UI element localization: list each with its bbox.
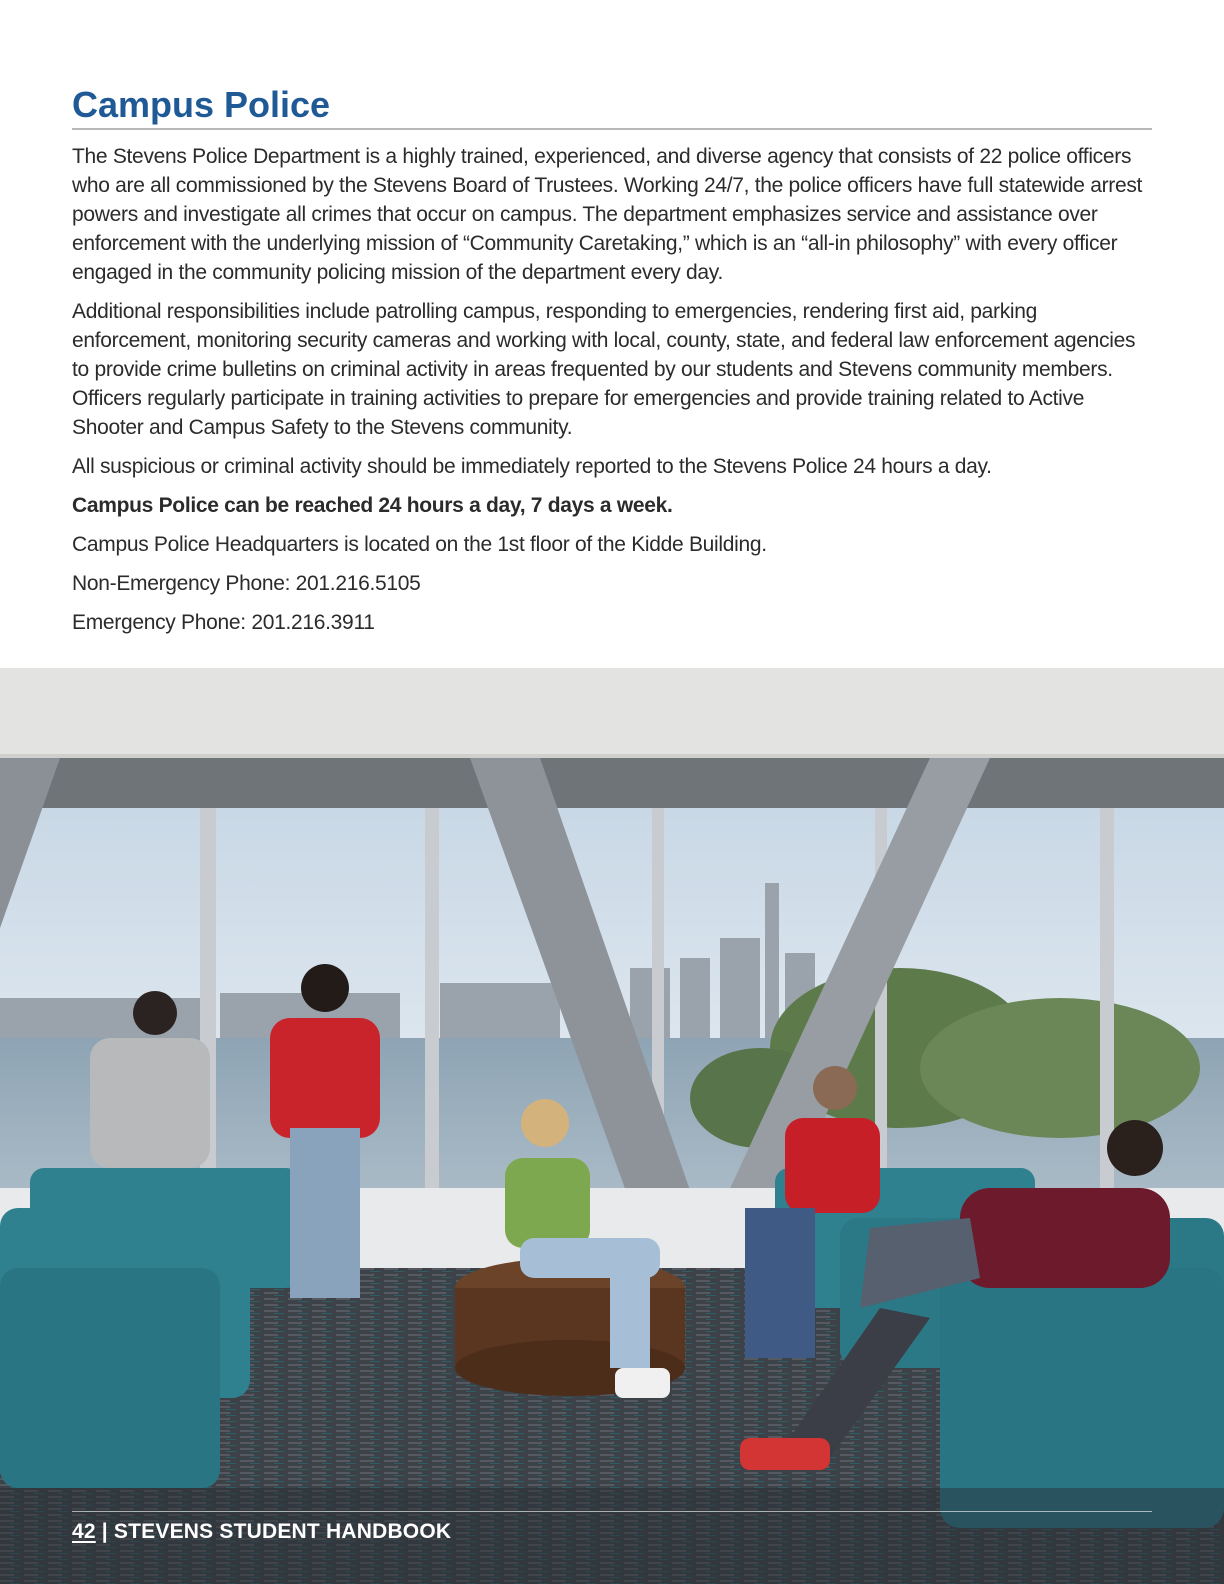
reporting-paragraph: All suspicious or criminal activity should be immediately reported to the Stevens Police 24 hours a day. (72, 455, 992, 478)
intro-paragraph: The Stevens Police Department is a highly trained, experienced, and diverse agency that consists of 22 police officers who are all commissioned by the Stevens Board of Trustees. Working 24/7, the police officers have full statewide arrest powers and investigate all crimes that occur on campus. The department emphasizes service and assistance over enforcement with the underlying mission of “Community Caretaking,” which is an “all-in philosophy” with every officer engaged in the community policing mission of the department every day. (72, 145, 1143, 284)
emergency-phone: Emergency Phone: 201.216.3911 (72, 611, 375, 634)
main-content (72, 82, 1152, 647)
lounge-photo (0, 668, 1224, 1584)
page-number: 42 (72, 1520, 96, 1543)
footer-separator: | (95, 1520, 114, 1543)
responsibilities-paragraph: Additional responsibilities include patrolling campus, responding to emergencies, rendering first aid, parking enforcement, monitoring security cameras and working with local, county, state, and federal law enforcement agencies to provide crime bulletins on criminal activity in areas frequented by our students and Stevens community members. Officers regularly participate in training activities to prepare for emergencies and provide training related to Active Shooter and Campus Safety to the Stevens community. (72, 300, 1136, 439)
headquarters-location: Campus Police Headquarters is located on the 1st floor of the Kidde Building. (72, 533, 767, 556)
handbook-title: STEVENS STUDENT HANDBOOK (113, 1520, 452, 1543)
footer-divider (72, 1511, 1152, 1512)
title-divider (72, 128, 1152, 130)
availability-note: Campus Police can be reached 24 hours a day, 7 days a week. (72, 494, 673, 517)
non-emergency-phone: Non-Emergency Phone: 201.216.5105 (72, 572, 421, 595)
page-footer (72, 1520, 451, 1544)
page-title: Campus Police (72, 84, 331, 125)
